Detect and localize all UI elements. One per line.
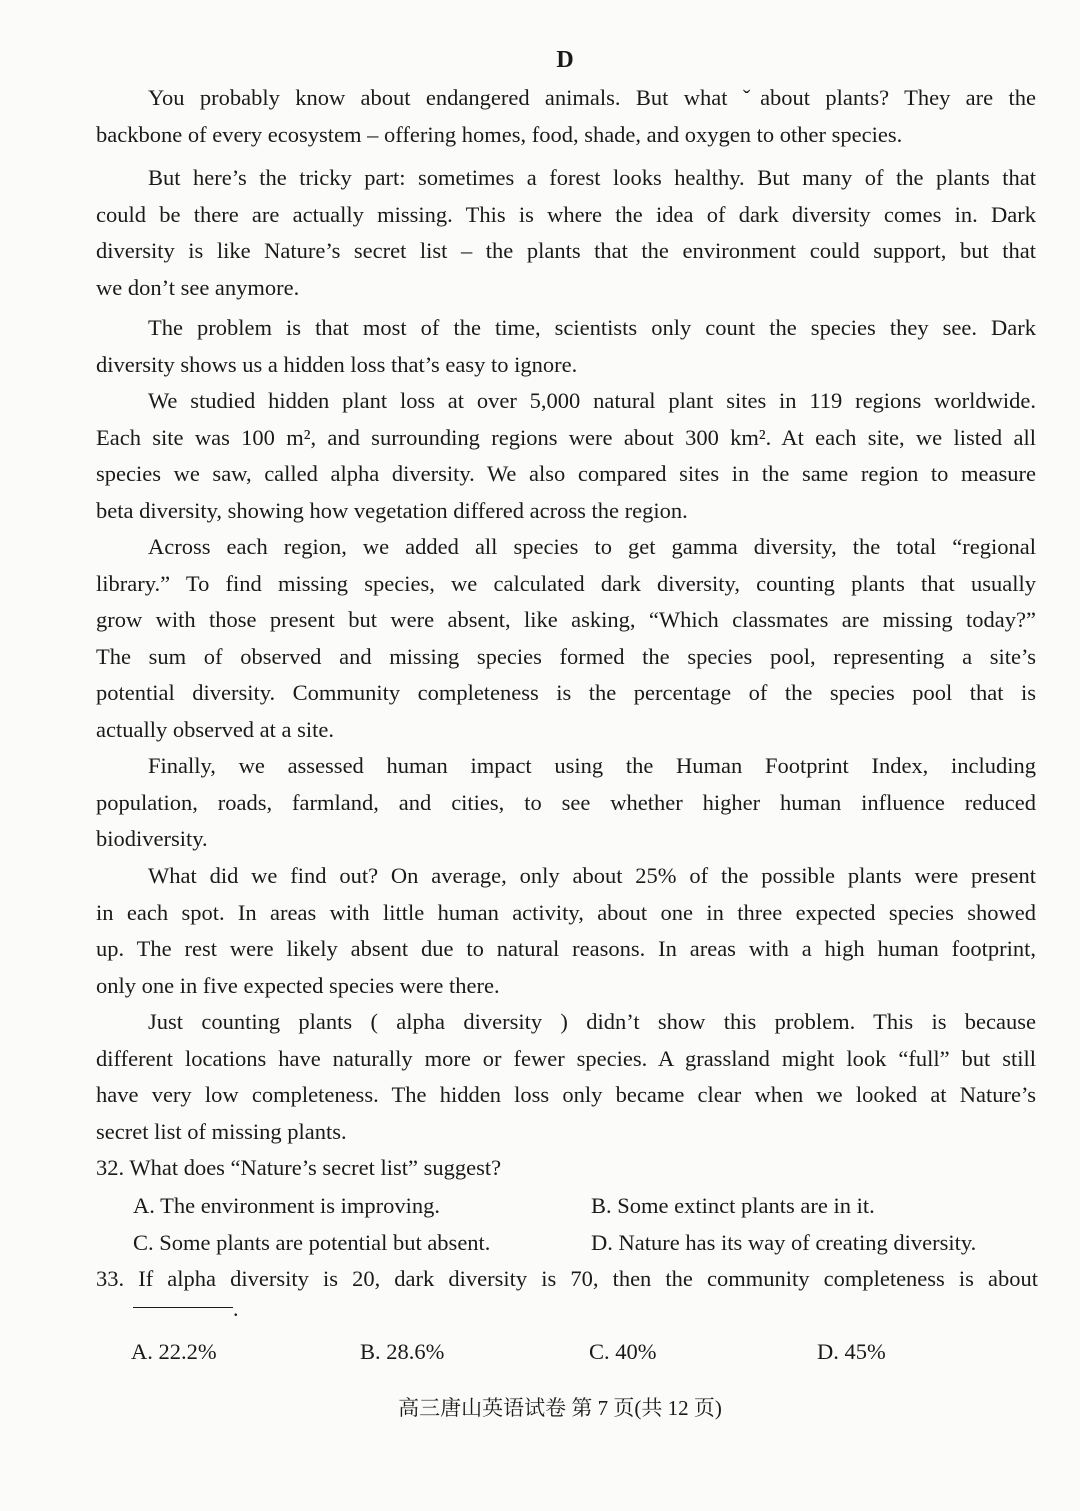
passage-line: could be there are actually missing. This is where the idea of dark diversity comes in. Dark bbox=[96, 201, 1036, 227]
paragraph-1 bbox=[96, 80, 1036, 153]
q32-option-c[interactable]: C. Some plants are potential but absent. bbox=[133, 1230, 491, 1255]
passage-line: We studied hidden plant loss at over 5,000 natural plant sites in 119 regions worldwide. bbox=[148, 388, 1036, 413]
passage-line: Finally, we assessed human impact using the Human Footprint Index, including bbox=[148, 753, 1036, 778]
passage-line: secret list of missing plants. bbox=[96, 1118, 347, 1144]
q33-option-b[interactable]: B. 28.6% bbox=[360, 1339, 445, 1364]
q32-option-a[interactable]: A. The environment is improving. bbox=[133, 1193, 441, 1218]
passage-line: But here’s the tricky part: sometimes a forest looks healthy. But many of the plants that bbox=[148, 165, 1036, 190]
passage-line: potential diversity. Community completeness is the percentage of the species pool that is bbox=[96, 680, 1036, 706]
passage-line: only one in five expected species were there. bbox=[96, 972, 500, 998]
q33-option-a[interactable]: A. 22.2% bbox=[131, 1339, 217, 1364]
page-footer: 高三唐山英语试卷 第 7 页(共 12 页) bbox=[398, 1396, 722, 1420]
passage-line: The problem is that most of the time, scientists only count the species they see. Dark bbox=[148, 315, 1036, 340]
blank-period: . bbox=[233, 1296, 239, 1321]
paragraph-7 bbox=[96, 858, 1036, 1004]
passage-line: Across each region, we added all species to get gamma diversity, the total “regional bbox=[148, 534, 1036, 559]
passage-line: species we saw, called alpha diversity. We also compared sites in the same region to measure bbox=[96, 461, 1036, 487]
paragraph-6 bbox=[96, 748, 1036, 858]
passage-line: in each spot. In areas with little human activity, about one in three expected species showed bbox=[96, 899, 1036, 925]
passage-line: have very low completeness. The hidden loss only became clear when we looked at Nature’s bbox=[96, 1082, 1036, 1108]
passage-line: grow with those present but were absent, like asking, “Which classmates are missing today?” bbox=[96, 607, 1036, 633]
passage-line: library.” To find missing species, we calculated dark diversity, counting plants that usually bbox=[96, 570, 1036, 596]
paragraph-5 bbox=[96, 529, 1036, 749]
passage-line: beta diversity, showing how vegetation differed across the region. bbox=[96, 497, 688, 523]
q32-option-b[interactable]: B. Some extinct plants are in it. bbox=[591, 1193, 875, 1218]
passage-line: diversity is like Nature’s secret list – the plants that the environment could support, but that bbox=[96, 238, 1036, 264]
passage-line: What did we find out? On average, only about 25% of the possible plants were present bbox=[148, 863, 1036, 888]
passage-line: Just counting plants ( alpha diversity ) didn’t show this problem. This is because bbox=[148, 1009, 1036, 1034]
passage-line: different locations have naturally more or fewer species. A grassland might look “full” but still bbox=[96, 1045, 1036, 1071]
q32-option-d[interactable]: D. Nature has its way of creating diversity. bbox=[591, 1230, 977, 1255]
question-32-stem: 32. What does “Nature’s secret list” suggest? bbox=[96, 1155, 502, 1180]
section-heading: D bbox=[556, 47, 574, 73]
passage-line: population, roads, farmland, and cities, to see whether higher human influence reduced bbox=[96, 789, 1036, 815]
question-33-text: 33. If alpha diversity is 20, dark diversity is 70, then the community completeness is about bbox=[96, 1266, 1038, 1291]
q33-option-d[interactable]: D. 45% bbox=[817, 1339, 886, 1364]
answer-blank bbox=[133, 1306, 233, 1308]
passage-line: actually observed at a site. bbox=[96, 716, 335, 742]
passage-line: The sum of observed and missing species formed the species pool, representing a site’s bbox=[96, 643, 1036, 669]
passage-line: You probably know about endangered animals. But what ˇabout plants? They are the bbox=[148, 85, 1036, 110]
paragraph-4 bbox=[96, 383, 1036, 529]
passage-line: up. The rest were likely absent due to natural reasons. In areas with a high human footprint, bbox=[96, 936, 1036, 962]
passage-line: we don’t see anymore. bbox=[96, 274, 300, 300]
paragraph-8 bbox=[96, 1004, 1036, 1150]
question-33-stem bbox=[96, 1261, 1038, 1298]
paragraph-2 bbox=[96, 160, 1036, 306]
passage-line: Each site was 100 m², and surrounding regions were about 300 km². At each site, we listed all bbox=[96, 424, 1036, 450]
q33-option-c[interactable]: C. 40% bbox=[589, 1339, 657, 1364]
passage-line: diversity shows us a hidden loss that’s easy to ignore. bbox=[96, 351, 578, 377]
paragraph-3 bbox=[96, 310, 1036, 383]
passage-line: backbone of every ecosystem – offering homes, food, shade, and oxygen to other species. bbox=[96, 121, 903, 147]
passage-line: biodiversity. bbox=[96, 826, 208, 852]
